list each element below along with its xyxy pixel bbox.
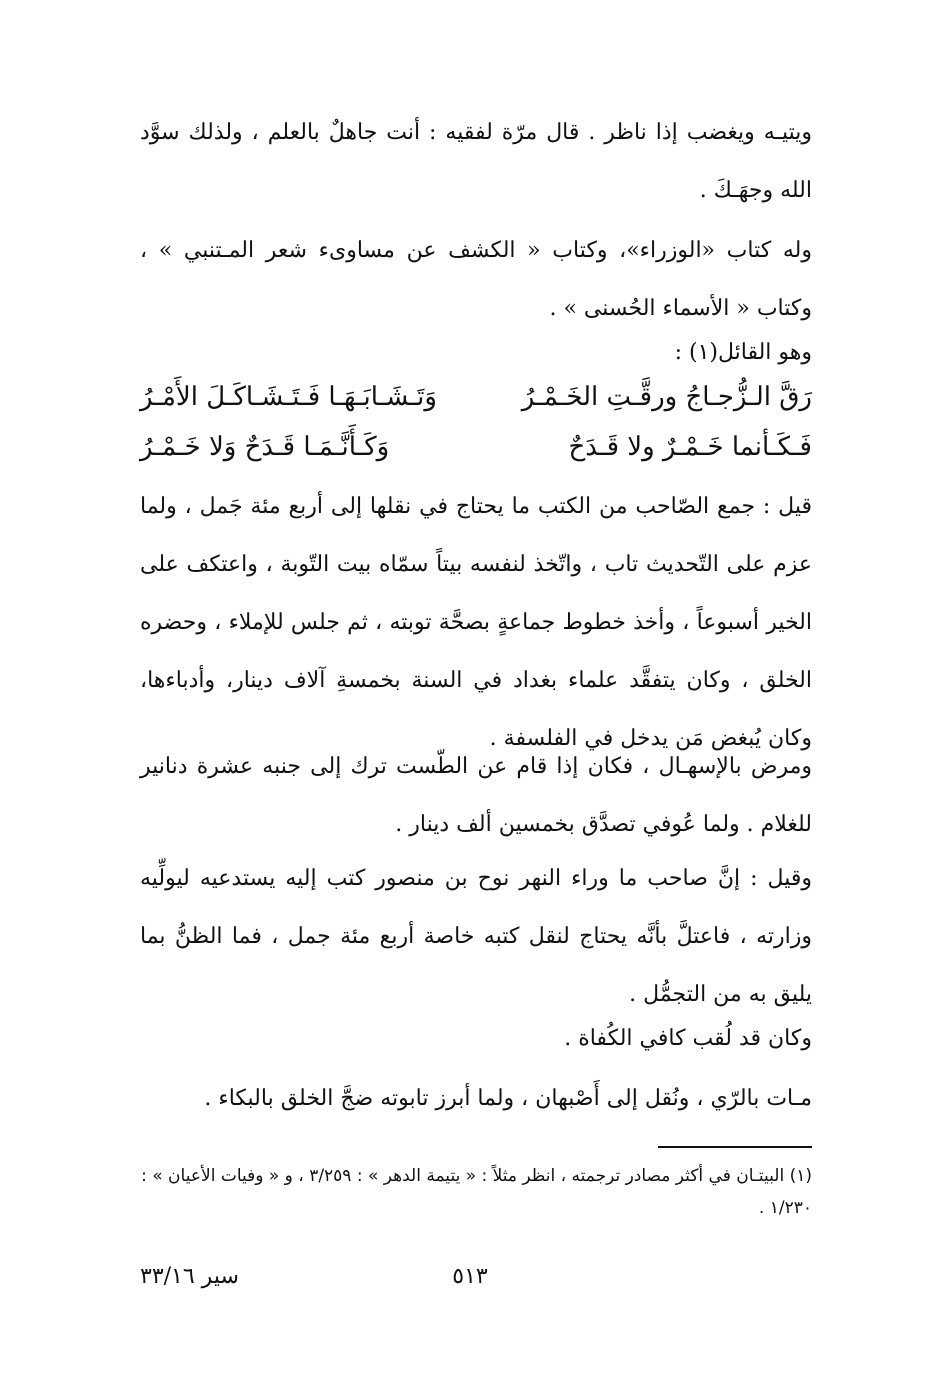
paragraph-7 [140,1010,812,1068]
paragraph-text: ومرض بالإسهـال ، فكان إذا قام عن الطّست ترك إلى جنبه عشرة دنانير للغلام . ولما عُوفي تصدَّق بخمسين ألف دينار . [140,754,812,837]
verse-line-1 [140,382,812,432]
paragraph-4 [140,478,812,768]
paragraph-text: وله كتاب «الوزراء»، وكتاب « الكشف عن مساوىء شعر المـتنبي » ، وكتاب « الأسماء الحُسنى » . [140,238,812,321]
footnote-divider [658,1146,812,1148]
paragraph-8 [140,1070,812,1128]
paragraph-text: وكان قد لُقب كافي الكُفاة . [564,1026,812,1051]
paragraph-5 [140,738,812,854]
verse-first-hemistich: رَقَّ الـزُّجـاجُ ورقَّـتِ الخَـمْـرُ [521,382,812,412]
paragraph-3 [140,324,812,382]
paragraph-6 [140,850,812,1024]
verse-line-2 [140,432,812,482]
paragraph-text: قيل : جمع الصّاحب من الكتب ما يحتاج في نقلها إلى أربع مئة جَمل ، ولما عزم على التّحديث تاب ، واتّخذ لنفسه بيتاً سمّاه بيت التّوبة ، واعتكف على الخير أسبوعاً ، وأخذ خطوط جماعةٍ بصحَّة توبته ، ثم جلس للإملاء ، وحضره الخلق ، وكان يتفقَّد علماء بغداد في السنة بخمسةِ آلاف دينار، وأدباءها، وكان يُبغض مَن يدخل في الفلسفة . [140,494,812,751]
verse-intro: وهو القائل(١) : [674,340,812,365]
paragraph-1 [140,104,812,220]
paragraph-text: ويتيـه ويغضب إذا ناظر . قال مرّة لفقيه : أنت جاهلٌ بالعلم ، ولذلك سوَّد الله وجهَـكَ . [140,120,812,203]
paragraph-text: مـات بالرّي ، ونُقل إلى أَصْبهان ، ولما أبرز تابوته ضجَّ الخلق بالبكاء . [204,1086,812,1111]
verse-first-hemistich: فَـكَـأنما خَـمْـرٌ ولا قَـدَحٌ [568,432,812,462]
page-number: ٥١٣ [452,1264,488,1289]
verse-second-hemistich: وَتَـشَـابَـهَـا فَـتَـشَـاكَـلَ الأَمْـرُ [140,382,437,412]
paragraph-2 [140,222,812,338]
footnote: (١) البيتـان في أكثر مصادر ترجمته ، انظر مثلاً : « يتيمة الدهر » : ٣/٢٥٩ ، و « وفيات الأعيان » : ١/٢٣٠ . [141,1166,812,1218]
verse-second-hemistich: وَكَـأَنَّـمَـا قَـدَحٌ وَلا خَـمْـرُ [140,432,390,462]
paragraph-text: وقيل : إنَّ صاحب ما وراء النهر نوح بن منصور كتب إليه يستدعيه ليولِّيه وزارته ، فاعتلَّ بأنَّه يحتاج لنقل كتبه خاصة أربع مئة جمل ، فما الظنُّ بما يليق به من التجمُّل . [140,866,812,1007]
printer-signature: سير ٣٣/١٦ [140,1264,239,1289]
